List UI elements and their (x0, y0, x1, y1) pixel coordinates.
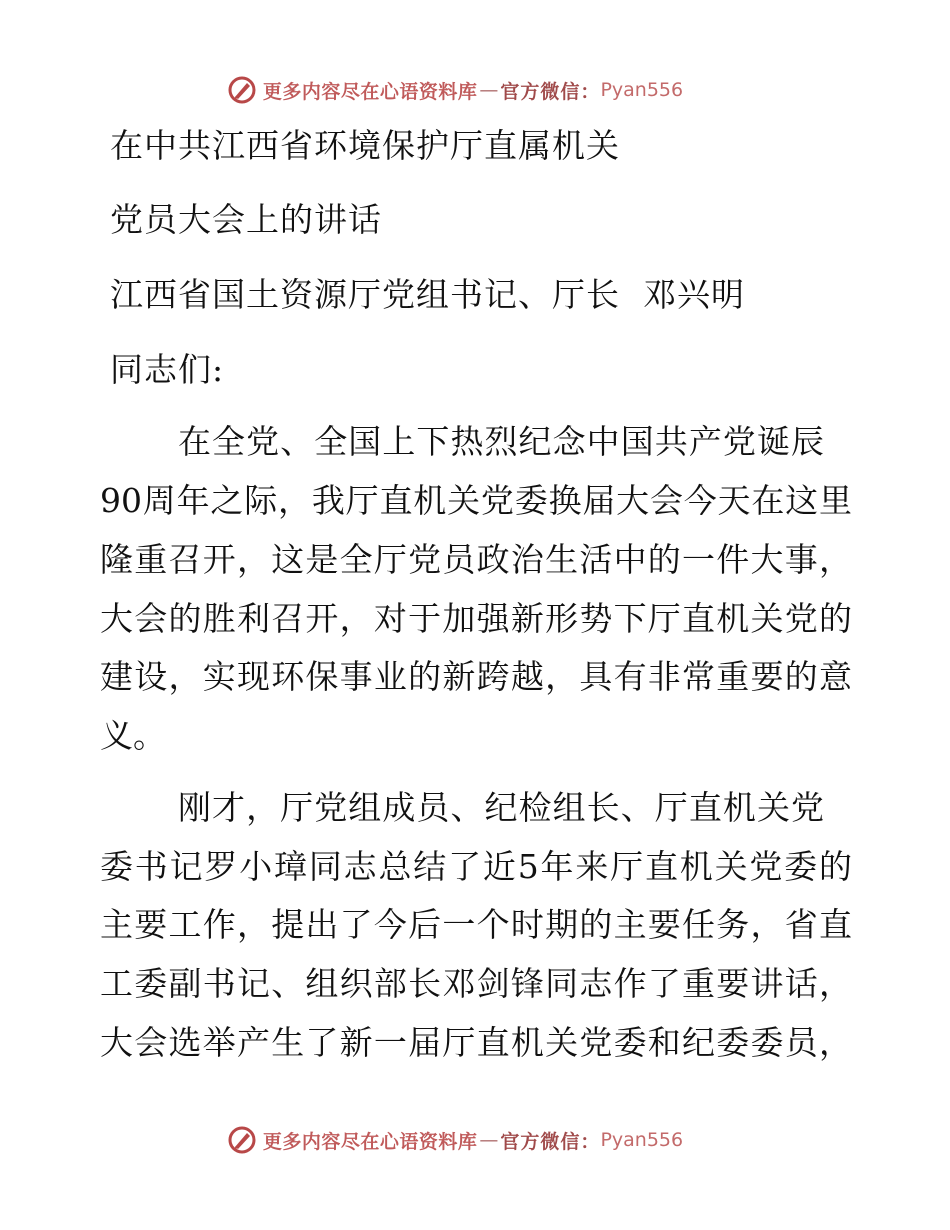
pen-logo-icon (227, 1125, 257, 1155)
salutation: 同志们: (110, 350, 225, 389)
watermark-footer (0, 1120, 950, 1160)
watermark-dash: — (479, 1129, 499, 1151)
pen-logo-icon (227, 75, 257, 105)
paragraph-1-line: 大会的胜利召开，对于加强新形势下厅直机关党的 (100, 599, 852, 638)
watermark-wechat-label: 官方微信： (500, 1130, 601, 1153)
paragraph-2-line: 刚才，厅党组成员、纪检组长、厅直机关党 (178, 788, 824, 827)
watermark-main-text: 更多内容尽在心语资料库 (262, 1130, 478, 1153)
paragraph-1-line: 建设，实现环保事业的新跨越，具有非常重要的意 (100, 657, 852, 696)
paragraph-1-line: 义。 (100, 716, 166, 755)
watermark-wechat-id: Pyan556 (600, 1129, 684, 1151)
paragraph-2-line: 委书记罗小璋同志总结了近5年来厅直机关党委的 (100, 847, 852, 886)
watermark-header (0, 70, 950, 110)
watermark-dash: — (479, 79, 499, 101)
paragraph-1-line: 在全党、全国上下热烈纪念中国共产党诞辰 (178, 422, 824, 461)
speaker-line: 江西省国土资源厅党组书记、厅长 邓兴明 (110, 275, 745, 314)
paragraph-1-line: 隆重召开，这是全厅党员政治生活中的一件大事， (100, 540, 852, 579)
paragraph-2-line: 工委副书记、组织部长邓剑锋同志作了重要讲话， (100, 964, 852, 1003)
paragraph-1-line: 90周年之际，我厅直机关党委换届大会今天在这里 (100, 481, 852, 520)
watermark-wechat-id: Pyan556 (600, 79, 684, 101)
watermark-wechat-label: 官方微信： (500, 80, 601, 103)
watermark-main-text: 更多内容尽在心语资料库 (262, 80, 478, 103)
paragraph-2-line: 大会选举产生了新一届厅直机关党委和纪委委员， (100, 1023, 852, 1062)
title-line-2: 党员大会上的讲话 (110, 200, 382, 239)
title-line-1: 在中共江西省环境保护厅直属机关 (110, 126, 620, 165)
paragraph-2-line: 主要工作，提出了今后一个时期的主要任务，省直 (100, 905, 852, 944)
